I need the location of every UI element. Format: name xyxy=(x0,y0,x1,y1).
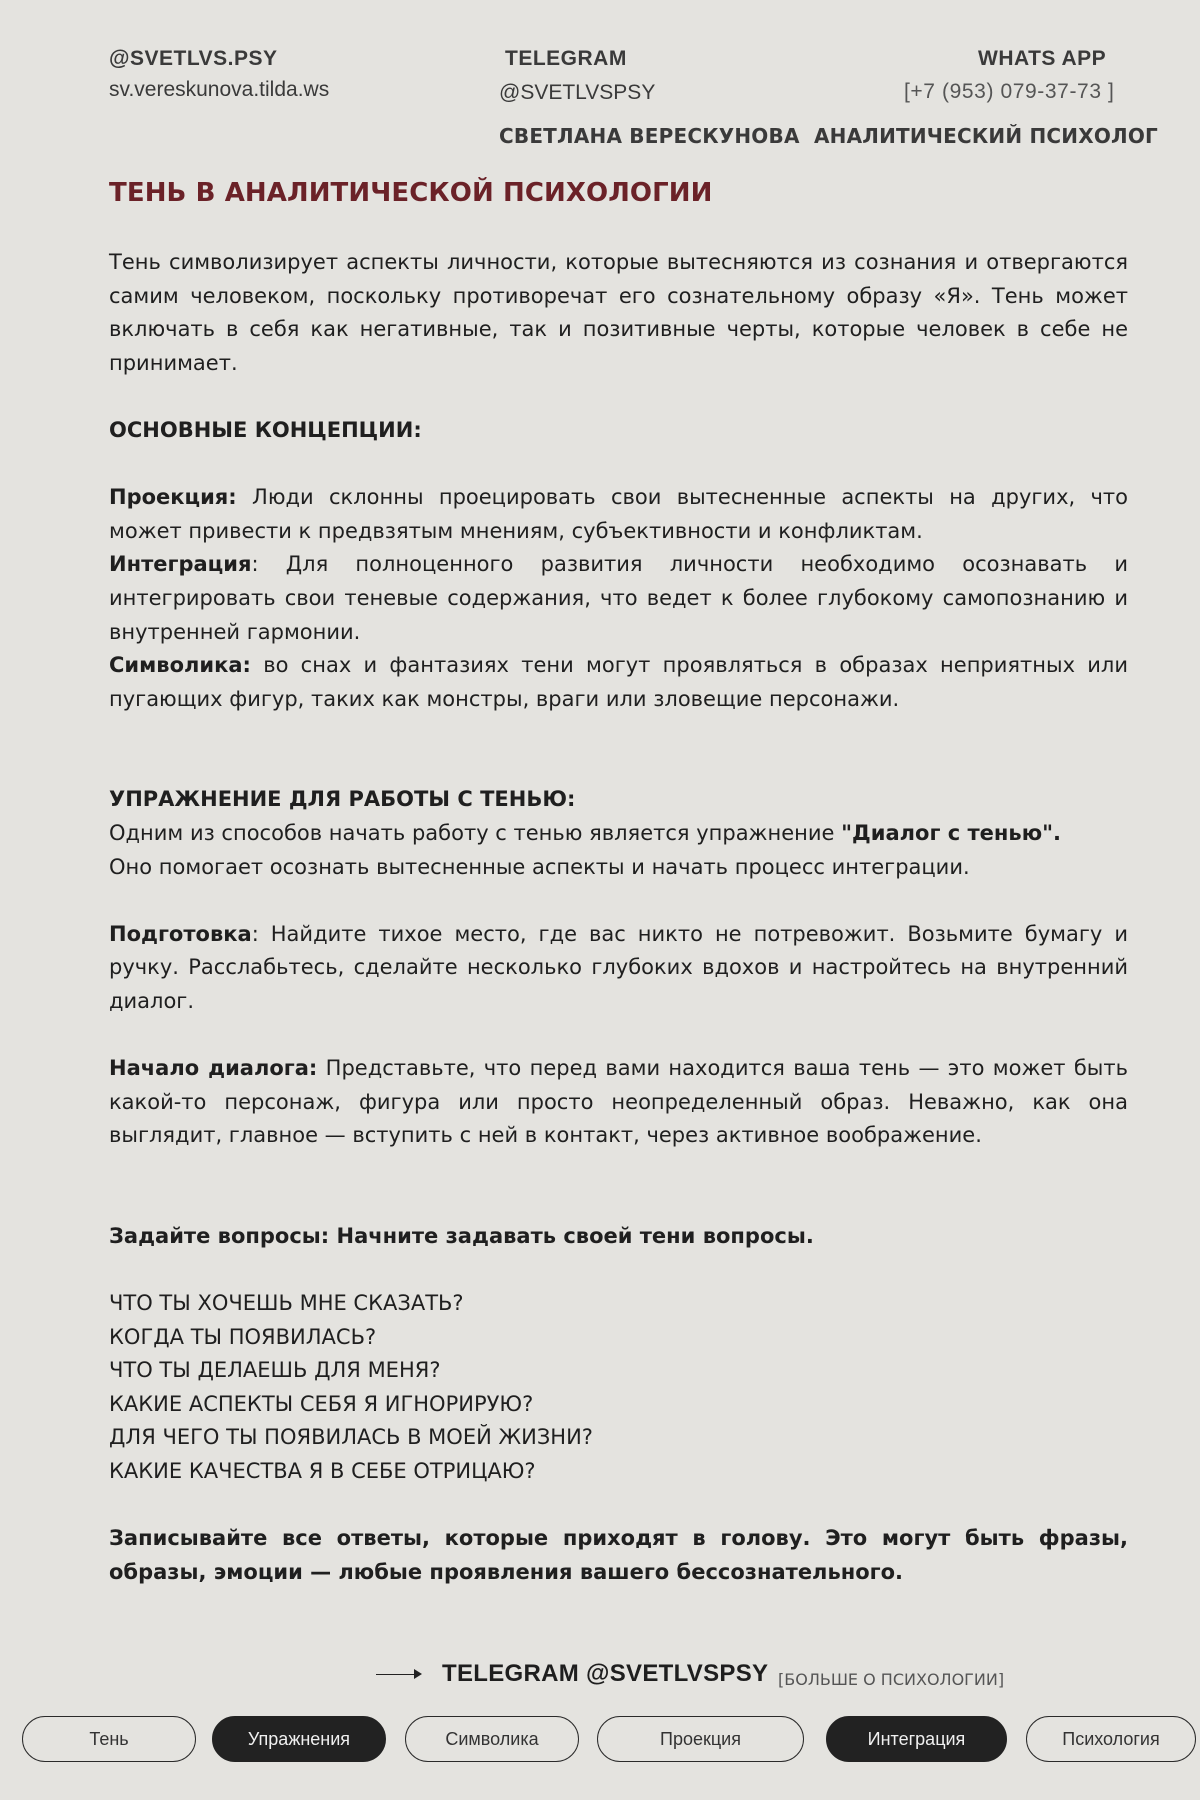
concept-integration xyxy=(109,548,1128,649)
whatsapp-phone[interactable]: [+7 (953) 079-37-73 ] xyxy=(904,80,1115,103)
step-preparation xyxy=(109,918,1128,1019)
footer-telegram-link[interactable]: TELEGRAM @SVETLVSPSY xyxy=(442,1660,769,1687)
question-item: ДЛЯ ЧЕГО ТЫ ПОЯВИЛАСЬ В МОЕЙ ЖИЗНИ? xyxy=(109,1425,593,1450)
tag-integration[interactable]: Интеграция xyxy=(826,1716,1007,1762)
article-body xyxy=(109,246,1128,1589)
handle: @SVETLVS.PSY xyxy=(109,47,278,70)
tag-psychology[interactable]: Психология xyxy=(1026,1716,1196,1762)
concept-term: Проекция: xyxy=(109,485,237,510)
concept-text: Люди склонны проецировать свои вытесненные аспекты на других, что может привести к предвзятым мнениям, субъективности и конфликтам. xyxy=(109,485,1128,543)
exercise-intro-2: Оно помогает осознать вытесненные аспекты и начать процесс интеграции. xyxy=(109,854,970,879)
concepts-heading: ОСНОВНЫЕ КОНЦЕПЦИИ: xyxy=(109,417,422,442)
concept-text: во снах и фантазиях тени могут проявляться в образах неприятных или пугающих фигур, таких как монстры, враги или зловещие персонажи. xyxy=(109,653,1128,711)
concept-term: Интеграция xyxy=(109,552,252,577)
step-term: Подготовка xyxy=(109,921,252,946)
exercise-intro-text: Одним из способов начать работу с тенью является упражнение xyxy=(109,820,842,845)
tag-symbolism[interactable]: Символика xyxy=(405,1716,579,1762)
question-item: ЧТО ТЫ ДЕЛАЕШЬ ДЛЯ МЕНЯ? xyxy=(109,1358,441,1383)
question-item: КАКИЕ КАЧЕСТВА Я В СЕБЕ ОТРИЦАЮ? xyxy=(109,1459,536,1483)
exercise-heading: УПРАЖНЕНИЕ ДЛЯ РАБОТЫ С ТЕНЬЮ: xyxy=(109,787,576,812)
tag-projection[interactable]: Проекция xyxy=(597,1716,804,1762)
intro-paragraph: Тень символизирует аспекты личности, которые вытесняются из сознания и отвергаются самим человеком, поскольку противоречат его сознательному образу «Я». Тень может включать в себя как негативные, так и позитивные черты, которые человек в себе не принимает. xyxy=(109,250,1128,375)
question-item: КАКИЕ АСПЕКТЫ СЕБЯ Я ИГНОРИРУЮ? xyxy=(109,1391,534,1416)
question-item: ЧТО ТЫ ХОЧЕШЬ МНЕ СКАЗАТЬ? xyxy=(109,1291,464,1316)
tag-shadow[interactable]: Тень xyxy=(22,1716,196,1762)
concept-term: Символика: xyxy=(109,653,251,678)
tag-exercises[interactable]: Упражнения xyxy=(212,1716,386,1762)
whatsapp-label: WHATS APP xyxy=(978,47,1107,70)
site-link[interactable]: sv.vereskunova.tilda.ws xyxy=(109,78,330,101)
ask-questions: Задайте вопросы: Начните задавать своей тени вопросы. xyxy=(109,1223,814,1248)
question-item: КОГДА ТЫ ПОЯВИЛАСЬ? xyxy=(109,1324,377,1349)
arrow-right-icon xyxy=(414,1669,422,1679)
exercise-intro xyxy=(109,817,1128,851)
concept-projection xyxy=(109,481,1128,548)
step-dialog-start xyxy=(109,1052,1128,1153)
telegram-handle[interactable]: @SVETLVSPSY xyxy=(499,81,656,104)
closing-note: Записывайте все ответы, которые приходят в голову. Это могут быть фразы, образы, эмоции — любые проявления вашего бессознательного. xyxy=(109,1526,1128,1584)
questions-list xyxy=(109,1287,1128,1489)
step-text: Представьте, что перед вами находится ваша тень — это может быть какой-то персонаж, фигура или просто неопределенный образ. Неважно, как она выглядит, главное — вступить с ней в контакт, через активное воображение. xyxy=(109,1056,1128,1148)
concept-text: : Для полноценного развития личности необходимо осознавать и интегрировать свои теневые содержания, что ведет к более глубокому самопознанию и внутренней гармонии. xyxy=(109,552,1128,644)
page-title: ТЕНЬ В АНАЛИТИЧЕСКОЙ ПСИХОЛОГИИ xyxy=(109,178,713,208)
exercise-name: "Диалог с тенью". xyxy=(841,820,1062,845)
telegram-label: TELEGRAM xyxy=(505,47,627,70)
step-term: Начало диалога: xyxy=(109,1056,318,1081)
concept-symbolism xyxy=(109,649,1128,716)
step-text: : Найдите тихое место, где вас никто не потревожит. Возьмите бумагу и ручку. Расслабьтесь, сделайте несколько глубоких вдохов и настройтесь на внутренний диалог. xyxy=(109,921,1128,1013)
author-tagline: СВЕТЛАНА ВЕРЕСКУНОВА АНАЛИТИЧЕСКИЙ ПСИХОЛОГ xyxy=(499,124,1159,148)
footer-more-label: [БОЛЬШЕ О ПСИХОЛОГИИ] xyxy=(778,1670,1005,1689)
